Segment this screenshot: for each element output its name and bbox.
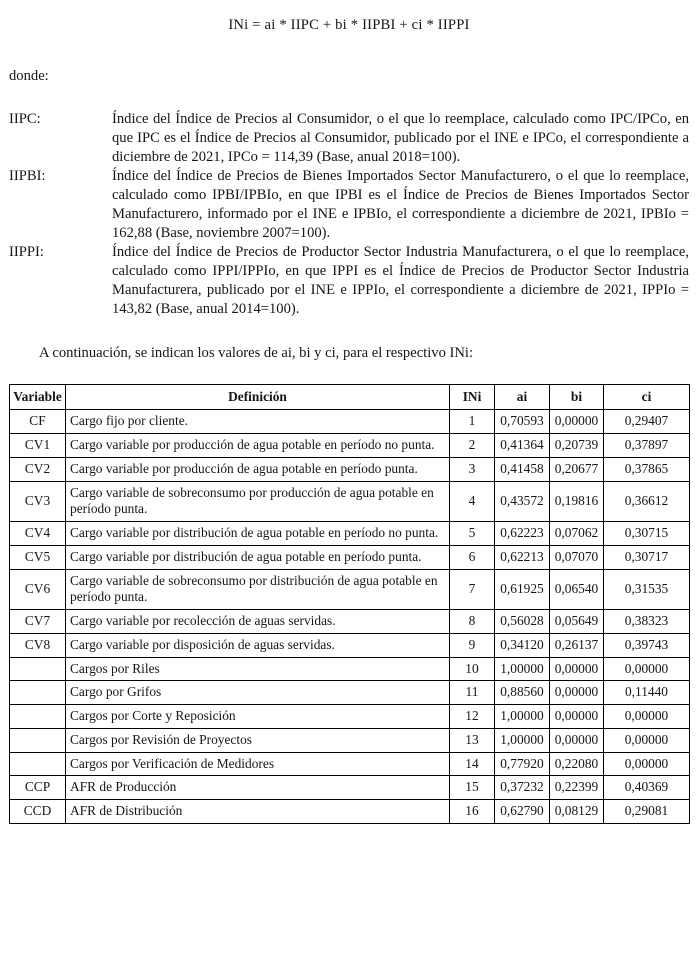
cell-ai: 0,41458 (495, 457, 550, 481)
cell-variable (10, 752, 66, 776)
definition-term: IIPPI: (9, 243, 44, 260)
cell-variable: CV7 (10, 610, 66, 634)
header-variable: Variable (10, 384, 66, 410)
cell-ci: 0,29407 (604, 410, 690, 434)
cell-ini: 3 (450, 457, 495, 481)
cell-variable: CV4 (10, 522, 66, 546)
cell-variable: CCD (10, 800, 66, 824)
cell-ci: 0,37865 (604, 457, 690, 481)
cell-variable (10, 681, 66, 705)
cell-definicion: Cargo variable por recolección de aguas servidas. (66, 610, 450, 634)
cell-bi: 0,07070 (550, 545, 604, 569)
donde-label: donde: (9, 67, 49, 84)
cell-ini: 10 (450, 657, 495, 681)
table-row (10, 481, 690, 522)
cell-bi: 0,20677 (550, 457, 604, 481)
definition-text: Índice del Índice de Precios al Consumidor, o el que lo reemplace, calculado como IPC/IPCo, en que IPC es el Índice de Precios al Consumidor, publicado por el INE e IPCo, el correspondiente a diciembre de 2021, IPCo = 114,39 (Base, anual 2018=100). (112, 110, 689, 165)
cell-definicion: Cargo variable por producción de agua potable en período no punta. (66, 434, 450, 458)
cell-ai: 0,62790 (495, 800, 550, 824)
table-row (10, 522, 690, 546)
definition-term: IIPC: (9, 110, 41, 127)
cell-bi: 0,00000 (550, 728, 604, 752)
cell-variable (10, 705, 66, 729)
cell-ini: 5 (450, 522, 495, 546)
cell-ci: 0,00000 (604, 752, 690, 776)
definition-item (9, 110, 689, 167)
cell-bi: 0,00000 (550, 657, 604, 681)
cell-ci: 0,11440 (604, 681, 690, 705)
table-row (10, 681, 690, 705)
cell-ini: 7 (450, 569, 495, 610)
cell-ci: 0,38323 (604, 610, 690, 634)
table-row (10, 434, 690, 458)
cell-definicion: Cargos por Revisión de Proyectos (66, 728, 450, 752)
cell-ai: 1,00000 (495, 728, 550, 752)
cell-ci: 0,30717 (604, 545, 690, 569)
cell-definicion: Cargo variable por distribución de agua potable en período no punta. (66, 522, 450, 546)
cell-ai: 0,61925 (495, 569, 550, 610)
cell-variable: CV2 (10, 457, 66, 481)
cell-bi: 0,05649 (550, 610, 604, 634)
cell-ini: 14 (450, 752, 495, 776)
cell-ini: 16 (450, 800, 495, 824)
cell-ci: 0,39743 (604, 633, 690, 657)
cell-ai: 0,34120 (495, 633, 550, 657)
cell-variable: CV1 (10, 434, 66, 458)
cell-definicion: Cargo variable por disposición de aguas servidas. (66, 633, 450, 657)
header-ci: ci (604, 384, 690, 410)
header-ini: INi (450, 384, 495, 410)
cell-definicion: Cargo variable por producción de agua potable en período punta. (66, 457, 450, 481)
cell-bi: 0,00000 (550, 681, 604, 705)
cell-ci: 0,37897 (604, 434, 690, 458)
header-ai: ai (495, 384, 550, 410)
cell-bi: 0,07062 (550, 522, 604, 546)
cell-ai: 0,88560 (495, 681, 550, 705)
definition-text: Índice del Índice de Precios de Productor Sector Industria Manufacturera, o el que lo reemplace, calculado como IPPI/IPPIo, en que IPPI es el Índice de Precios de Productor Sector Industria Manufacturera, publicado por el INE e IPPIo, el correspondiente a diciembre de 2021, IPPIo = 143,82 (Base, anual 2014=100). (112, 243, 689, 317)
cell-ini: 8 (450, 610, 495, 634)
cell-ini: 11 (450, 681, 495, 705)
cell-ci: 0,00000 (604, 657, 690, 681)
cell-definicion: Cargo variable de sobreconsumo por producción de agua potable en período punta. (66, 481, 450, 522)
cell-variable: CV8 (10, 633, 66, 657)
cell-ai: 1,00000 (495, 705, 550, 729)
header-definicion: Definición (66, 384, 450, 410)
table-row (10, 776, 690, 800)
cell-ai: 0,62223 (495, 522, 550, 546)
cell-ini: 15 (450, 776, 495, 800)
cell-ai: 1,00000 (495, 657, 550, 681)
table-row (10, 545, 690, 569)
table-row (10, 633, 690, 657)
cell-bi: 0,19816 (550, 481, 604, 522)
cell-ini: 4 (450, 481, 495, 522)
cell-ai: 0,70593 (495, 410, 550, 434)
definition-item (9, 243, 689, 319)
definition-item (9, 167, 689, 243)
table-row (10, 800, 690, 824)
cell-ci: 0,40369 (604, 776, 690, 800)
cell-ai: 0,56028 (495, 610, 550, 634)
table-row (10, 569, 690, 610)
cell-variable: CV5 (10, 545, 66, 569)
table-header-row (10, 384, 690, 410)
cell-definicion: Cargos por Verificación de Medidores (66, 752, 450, 776)
cell-variable: CF (10, 410, 66, 434)
cell-variable (10, 728, 66, 752)
cell-definicion: Cargo variable de sobreconsumo por distribución de agua potable en período punta. (66, 569, 450, 610)
values-table (9, 384, 690, 824)
cell-ai: 0,62213 (495, 545, 550, 569)
cell-ini: 2 (450, 434, 495, 458)
cell-ini: 12 (450, 705, 495, 729)
definition-term: IIPBI: (9, 167, 46, 184)
cell-ini: 6 (450, 545, 495, 569)
cell-definicion: Cargos por Corte y Reposición (66, 705, 450, 729)
cell-ci: 0,31535 (604, 569, 690, 610)
table-row (10, 410, 690, 434)
cell-bi: 0,26137 (550, 633, 604, 657)
cell-bi: 0,22399 (550, 776, 604, 800)
values-table-body (10, 410, 690, 824)
cell-ci: 0,00000 (604, 728, 690, 752)
cell-bi: 0,22080 (550, 752, 604, 776)
table-row (10, 457, 690, 481)
table-row (10, 752, 690, 776)
cell-ci: 0,30715 (604, 522, 690, 546)
formula: INi = ai * IIPC + bi * IIPBI + ci * IIPPI (228, 17, 470, 33)
cell-ci: 0,36612 (604, 481, 690, 522)
cell-ai: 0,41364 (495, 434, 550, 458)
cell-ini: 1 (450, 410, 495, 434)
cell-ci: 0,29081 (604, 800, 690, 824)
table-row (10, 728, 690, 752)
cell-ini: 9 (450, 633, 495, 657)
definitions-list (9, 110, 689, 319)
cell-ai: 0,37232 (495, 776, 550, 800)
cell-bi: 0,08129 (550, 800, 604, 824)
table-row (10, 657, 690, 681)
cell-ai: 0,43572 (495, 481, 550, 522)
cell-definicion: Cargo variable por distribución de agua potable en período punta. (66, 545, 450, 569)
table-row (10, 610, 690, 634)
cell-bi: 0,00000 (550, 410, 604, 434)
cell-variable: CV3 (10, 481, 66, 522)
cell-definicion: Cargos por Riles (66, 657, 450, 681)
cell-definicion: AFR de Producción (66, 776, 450, 800)
cell-bi: 0,06540 (550, 569, 604, 610)
cell-ai: 0,77920 (495, 752, 550, 776)
cell-definicion: Cargo fijo por cliente. (66, 410, 450, 434)
intro-paragraph: A continuación, se indican los valores de ai, bi y ci, para el respectivo INi: (39, 344, 474, 361)
cell-bi: 0,20739 (550, 434, 604, 458)
cell-ci: 0,00000 (604, 705, 690, 729)
table-row (10, 705, 690, 729)
definition-text: Índice del Índice de Precios de Bienes Importados Sector Manufacturero, o el que lo reemplace, calculado como IPBI/IPBIo, en que IPBI es el Índice de Precios de Bienes Importados Sector Manufacturero, informado por el INE e IPBIo, el correspondiente a diciembre de 2021, IPBIo = 162,88 (Base, noviembre 2007=100). (112, 167, 689, 241)
cell-variable: CCP (10, 776, 66, 800)
cell-variable (10, 657, 66, 681)
cell-definicion: Cargo por Grifos (66, 681, 450, 705)
header-bi: bi (550, 384, 604, 410)
cell-variable: CV6 (10, 569, 66, 610)
cell-ini: 13 (450, 728, 495, 752)
cell-bi: 0,00000 (550, 705, 604, 729)
cell-definicion: AFR de Distribución (66, 800, 450, 824)
